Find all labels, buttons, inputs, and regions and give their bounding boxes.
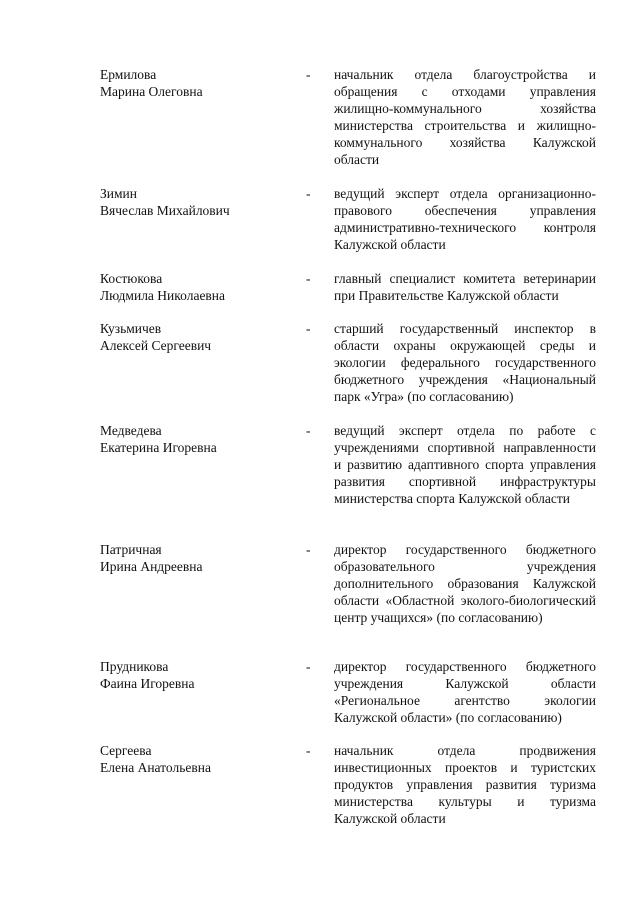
member-given-names: Ирина Андреевна [100, 559, 203, 574]
member-role: старший государственный инспектор в области охраны окружающей среды и экологии федерального государственного бюджетного учреждения «Национальный парк «Угра» (по согласованию) [334, 321, 596, 404]
member-role: начальник отдела продвижения инвестиционных проектов и туристских продуктов управления развития туризма министерства культуры и туризма Калужской области [334, 743, 596, 826]
member-role: начальник отдела благоустройства и обращения с отходами управления жилищно-коммунального хозяйства министерства строительства и жилищно-коммунального хозяйства Калужской области [334, 67, 596, 167]
member-name [100, 422, 290, 456]
member-role: главный специалист комитета ветеринарии при Правительстве Калужской области [334, 271, 596, 303]
member-dash: - [306, 67, 311, 82]
member-name [100, 541, 290, 575]
member-dash: - [306, 271, 311, 286]
member-name [100, 742, 290, 776]
member-surname: Ермилова [100, 67, 157, 82]
member-given-names: Елена Анатольевна [100, 760, 211, 775]
member-given-names: Алексей Сергеевич [100, 338, 212, 353]
member-role: ведущий эксперт отдела по работе с учреждениями спортивной направленности и развитию адаптивного спорта управления развития спортивной инфраструктуры министерства спорта Калужской области [334, 423, 596, 506]
member-role: ведущий эксперт отдела организационно-правового обеспечения управления административно-технического контроля Калужской области [334, 186, 596, 252]
member-dash: - [306, 423, 311, 438]
member-given-names: Фаина Игоревна [100, 676, 195, 691]
member-role: директор государственного бюджетного образовательного учреждения дополнительного образования Калужской области «Областной эколого-биологический центр учащихся» (по согласованию) [334, 542, 596, 625]
member-name [100, 658, 290, 692]
member-surname: Зимин [100, 186, 137, 201]
member-dash: - [306, 186, 311, 201]
member-surname: Костюкова [100, 271, 163, 286]
member-surname: Кузьмичев [100, 321, 162, 336]
member-dash: - [306, 321, 311, 336]
member-name [100, 185, 290, 219]
member-dash: - [306, 659, 311, 674]
member-surname: Прудникова [100, 659, 169, 674]
member-name [100, 270, 290, 304]
member-given-names: Екатерина Игоревна [100, 440, 217, 455]
member-surname: Сергеева [100, 743, 152, 758]
member-name [100, 320, 290, 354]
member-surname: Патричная [100, 542, 162, 557]
member-given-names: Вячеслав Михайлович [100, 203, 230, 218]
member-surname: Медведева [100, 423, 162, 438]
member-dash: - [306, 743, 311, 758]
member-dash: - [306, 542, 311, 557]
member-name [100, 66, 290, 100]
member-given-names: Людмила Николаевна [100, 288, 226, 303]
member-given-names: Марина Олеговна [100, 84, 203, 99]
member-role: директор государственного бюджетного учреждения Калужской области «Региональное агентство экологии Калужской области» (по согласованию) [334, 659, 596, 725]
